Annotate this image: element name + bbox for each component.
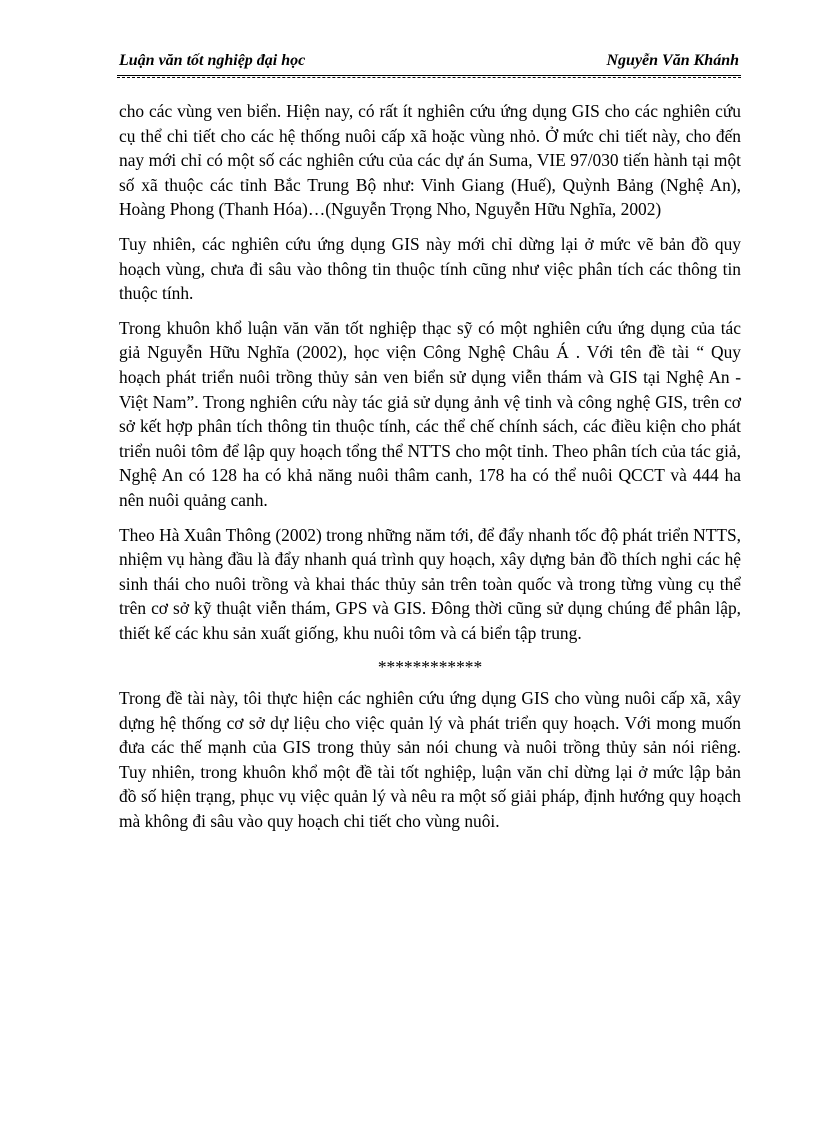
section-separator: ************	[377, 657, 483, 678]
paragraph-4: Theo Hà Xuân Thông (2002) trong những năm tới, để đẩy nhanh tốc độ phát triển NTTS, nhiệm vụ hàng đầu là đẩy nhanh quá trình quy hoạch, xây dựng bản đồ thích nghi các hệ sinh thái cho nuôi trồng và khai thác thủy sản trên toàn quốc và trong từng vùng cụ thể trên cơ sở kỹ thuật viễn thám, GPS và GIS. Đông thời cũng sử dụng chúng để phân lập, thiết kế các khu sản xuất giống, khu nuôi tôm và cá biển tập trung.	[119, 524, 741, 643]
paragraph-5: Trong đề tài này, tôi thực hiện các nghiên cứu ứng dụng GIS cho vùng nuôi cấp xã, xây dựng hệ thống cơ sở dự liệu cho việc quản lý và phát triển quy hoạch. Với mong muốn đưa các thế mạnh của GIS trong thủy sản nói chung và nuôi trồng thủy sản nói riêng. Tuy nhiên, trong khuôn khổ một đề tài tốt nghiệp, luận văn chỉ dừng lại ở mức lập bản đồ số hiện trạng, phục vụ việc quản lý và nêu ra một số giải pháp, định hướng quy hoạch mà không đi sâu vào quy hoạch chi tiết cho vùng nuôi.	[119, 688, 741, 832]
page-header	[117, 50, 741, 76]
header-divider	[117, 75, 741, 78]
page-body	[119, 99, 741, 844]
paragraph-3: Trong khuôn khổ luận văn văn tốt nghiệp thạc sỹ có một nghiên cứu ứng dụng của tác giả Nguyễn Hữu Nghĩa (2002), học viện Công Nghệ Châu Á . Với tên đề tài “ Quy hoạch phát triển nuôi trồng thủy sản ven biển sử dụng viễn thám và GIS tại Nghệ An - Việt Nam”. Trong nghiên cứu này tác giả sử dụng ảnh vệ tinh và công nghệ GIS, trên cơ sở kết hợp phân tích thông tin thuộc tính, các thể chế chính sách, các điều kiện cho phát triển nuôi tôm để lập quy hoạch tổng thể NTTS cho một tỉnh. Theo phân tích của tác giả, Nghệ An có 128 ha có khả năng nuôi thâm canh, 178 ha có thể nuôi QCCT và 444 ha nên nuôi quảng canh.	[119, 317, 741, 510]
header-author-name: Nguyễn Văn Khánh	[606, 52, 739, 69]
paragraph-2: Tuy nhiên, các nghiên cứu ứng dụng GIS này mới chỉ dừng lại ở mức vẽ bản đồ quy hoạch vùng, chưa đi sâu vào thông tin thuộc tính cũng như việc phân tích các thông tin thuộc tính.	[119, 233, 741, 304]
paragraph-1: cho các vùng ven biển. Hiện nay, có rất ít nghiên cứu ứng dụng GIS cho các nghiên cứu cụ thể chi tiết cho các hệ thống nuôi cấp xã hoặc vùng nhỏ. Ở mức chi tiết này, cho đến nay mới chỉ có một số các nghiên cứu của các dự án Suma, VIE 97/030 tiến hành tại một số xã thuộc các tỉnh Bắc Trung Bộ như: Vinh Giang (Huế), Quỳnh Bảng (Nghệ An), Hoàng Phong (Thanh Hóa)…(Nguyễn Trọng Nho, Nguyễn Hữu Nghĩa, 2002)	[119, 101, 741, 220]
header-thesis-title: Luận văn tốt nghiệp đại học	[119, 52, 306, 69]
